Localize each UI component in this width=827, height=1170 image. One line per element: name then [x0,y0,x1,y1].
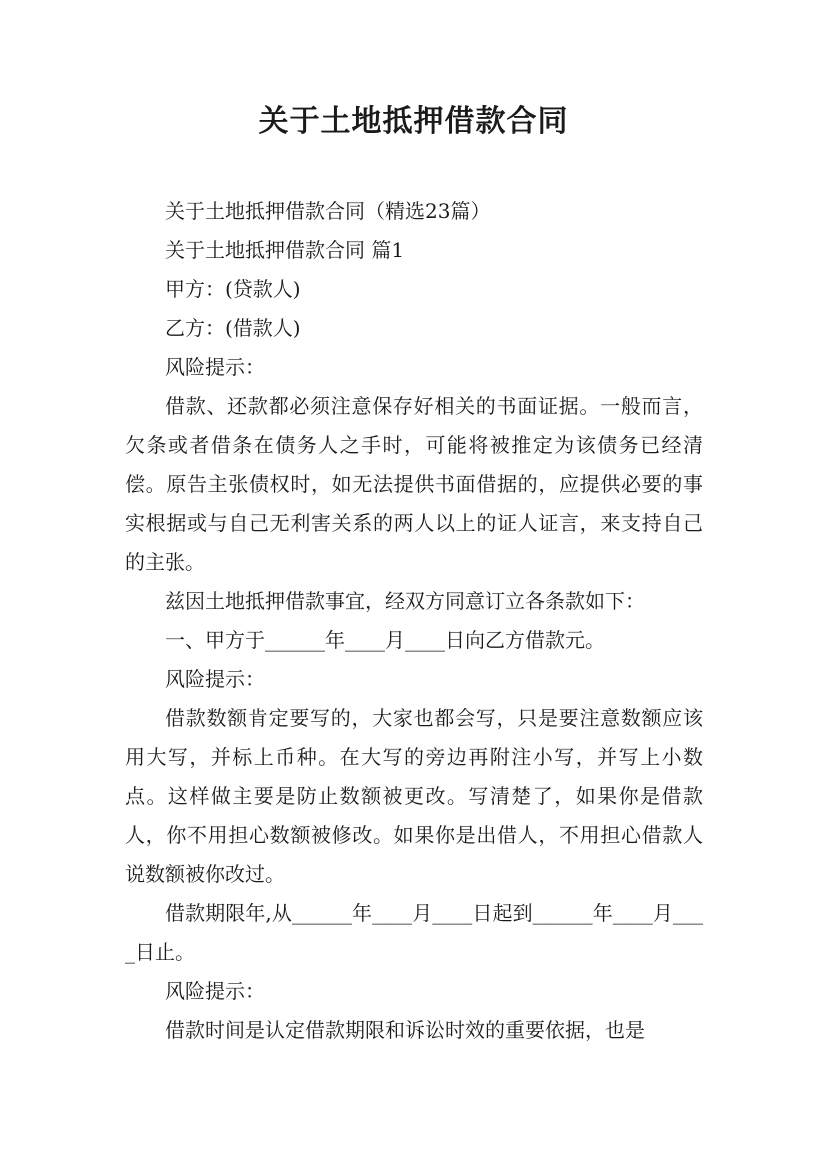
risk-notice-label: 风险提示： [165,667,265,691]
risk-notice-label: 风险提示： [165,979,265,1003]
party-a-line: 甲方：(贷款人) [165,277,301,301]
risk-notice-label: 风险提示： [165,355,265,379]
section-heading: 关于土地抵押借款合同 篇1 [165,238,405,262]
agreement-intro: 兹因土地抵押借款事宜，经双方同意订立各条款如下： [165,589,645,613]
risk-notice-text: 借款、还款都必须注意保存好相关的书面证据。一般而言，欠条或者借条在债务人之手时，可能将被推定为该债务已经清偿。原告主张债权时，如无法提供书面借据的，应提供必要的事实根据或与自己无利害关系的两人以上的证人证言，来支持自己的主张。 [125,394,703,574]
document-title: 关于土地抵押借款合同 [258,104,569,139]
loan-term-clause: 借款期限年,从______年____月____日起到______年____月____日止。 [125,901,703,964]
clause-one: 一、甲方于______年____月____日向乙方借款元。 [165,628,605,652]
risk-notice-text: 借款数额肯定要写的，大家也都会写，只是要注意数额应该用大写，并标上币种。在大写的旁边再附注小写，并写上小数点。这样做主要是防止数额被更改。写清楚了，如果你是借款人，你不用担心数额被修改。如果你是出借人，不用担心借款人说数额被你改过。 [125,706,703,886]
document-body [125,192,703,1050]
risk-notice-text: 借款时间是认定借款期限和诉讼时效的重要依据，也是 [165,1018,645,1042]
subtitle-line: 关于土地抵押借款合同（精选23篇） [165,199,491,223]
party-b-line: 乙方：(借款人) [165,316,301,340]
